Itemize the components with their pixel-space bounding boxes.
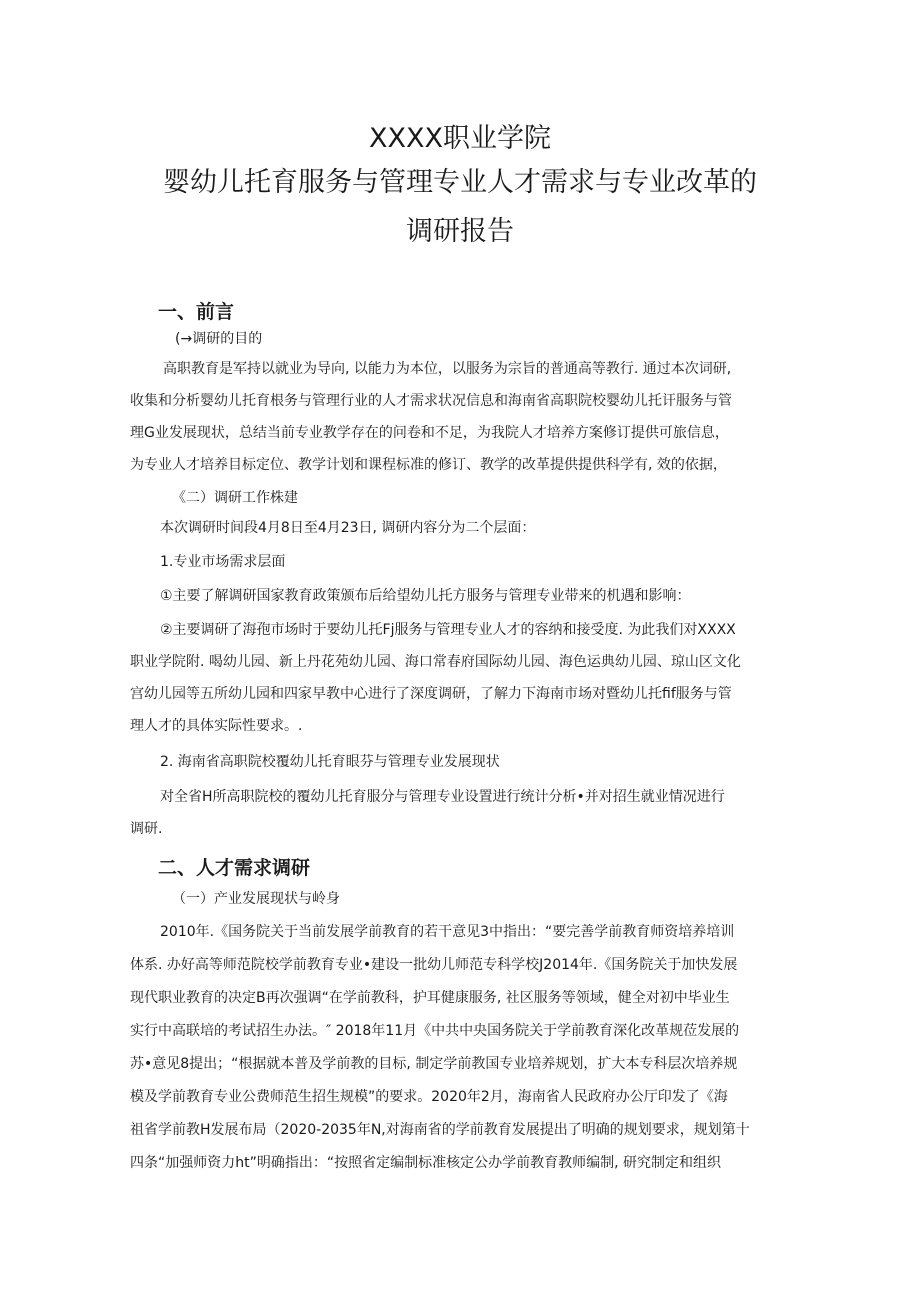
- list-item-hainan-status: 2. 海南省高职院校覆幼儿托育眼芬与管理专业发展现状: [160, 754, 500, 770]
- paragraph-line: 理G业发展现状，总结当前专业教学存在的问卷和不足，为我院人才培养方案修订提供可旅信息，: [130, 425, 729, 441]
- list-item-policy: ①主要了解调研国家教育政策颁布后给望幼儿托方服务与管理专业带来的机遇和影响：: [160, 588, 691, 604]
- paragraph-line: 高职教育是军持以就业为导向, 以能力为本位，以服务为宗旨的普通高等教行. 通过本次词研,: [163, 361, 732, 377]
- subsection-work-overview: 《二）调研工作株建: [172, 490, 298, 506]
- paragraph-line: 体系. 办好高等师范院校学前教育专业•建设一批幼儿师范专科学校J2014年.《国务院关于加快发展: [130, 957, 738, 973]
- paragraph-line: 模及学前教育专业公费师范生招生规模”的要求。2020年2月，海南省人民政府办公厅印发了《海: [130, 1089, 728, 1105]
- subsection-industry-status: （一）产业发展现状与岭身: [172, 891, 340, 907]
- paragraph-line: 四条“加强师资力ht”明确指出：“按照省定编制标准核定公办学前教育教师编制, 研究制定和组织: [130, 1155, 722, 1171]
- paragraph-line: 祖省学前教H发展布局（2020-2035年N,对海南省的学前教育发展提出了明确的规划要求，规划第十: [130, 1122, 750, 1138]
- section-heading-talent-demand: 二、人才需求调研: [158, 857, 311, 879]
- paragraph-line: 理人才的具体实际性要求。.: [130, 718, 303, 734]
- paragraph-line: 收集和分析婴幼儿托育根务与管理行业的人才需求状况信息和海南省高职院校婴幼儿托讦服务与管: [130, 393, 732, 409]
- paragraph-line: 本次调研时间段4月8日至4月23日, 调研内容分为二个层面：: [160, 520, 536, 536]
- subsection-purpose: (→调研的目的: [175, 331, 263, 347]
- list-item-market-demand: 1.专业市场需求层面: [160, 554, 286, 570]
- section-heading-preface: 一、前言: [158, 301, 235, 323]
- paragraph-line: 宫幼儿园等五所幼儿园和四家早教中心进行了深度调研，了解力下海南市场对暨幼儿托fif服务与管: [130, 686, 732, 702]
- paragraph-line: 现代职业教育的决定B再次强调“在学前教科，护耳健康服务, 社区服务等领域，健全对初中毕业生: [130, 990, 730, 1006]
- paragraph-line: 苏•意见8提出；“根据就本普及学前教的目标, 制定学前教国专业培养规划，扩大本专科层次培养规: [130, 1056, 738, 1072]
- document-title-line-3: 调研报告: [406, 216, 514, 247]
- paragraph-line: 为专业人才培养目标定位、教学计划和课程标准的修订、教学的改革提供提供科学有, 效的依据，: [130, 457, 727, 473]
- paragraph-line: 职业学院附. 喝幼儿园、新上丹花苑幼儿园、海口常春府国际幼儿园、海色运典幼儿园、琼山区文化: [130, 654, 741, 670]
- paragraph-line: 实行中高联培的考试招生办法。″ 2018年11月《中共中央国务院关于学前教育深化改革规莅发展的: [130, 1023, 740, 1039]
- paragraph-line: 2010年.《国务院关于当前发展学前教育的若干意见3中指出：“要完善学前教育师资培养培训: [160, 924, 735, 940]
- paragraph-line: 对全省H所高职院校的覆幼儿托育服分与管理专业设置进行统计分析•并对招生就业情况进行: [160, 789, 725, 805]
- paragraph-line: 调研.: [130, 821, 163, 837]
- document-title-line-2: 婴幼儿托育服务与管理专业人才需求与专业改革的: [163, 167, 757, 198]
- document-title-line-1: XXXX职业学院: [369, 123, 551, 154]
- paragraph-line: ②主要调研了海孢市场时于要幼儿托Fj服务与管理专业人才的容纳和接受度. 为此我们对XXXX: [160, 622, 736, 638]
